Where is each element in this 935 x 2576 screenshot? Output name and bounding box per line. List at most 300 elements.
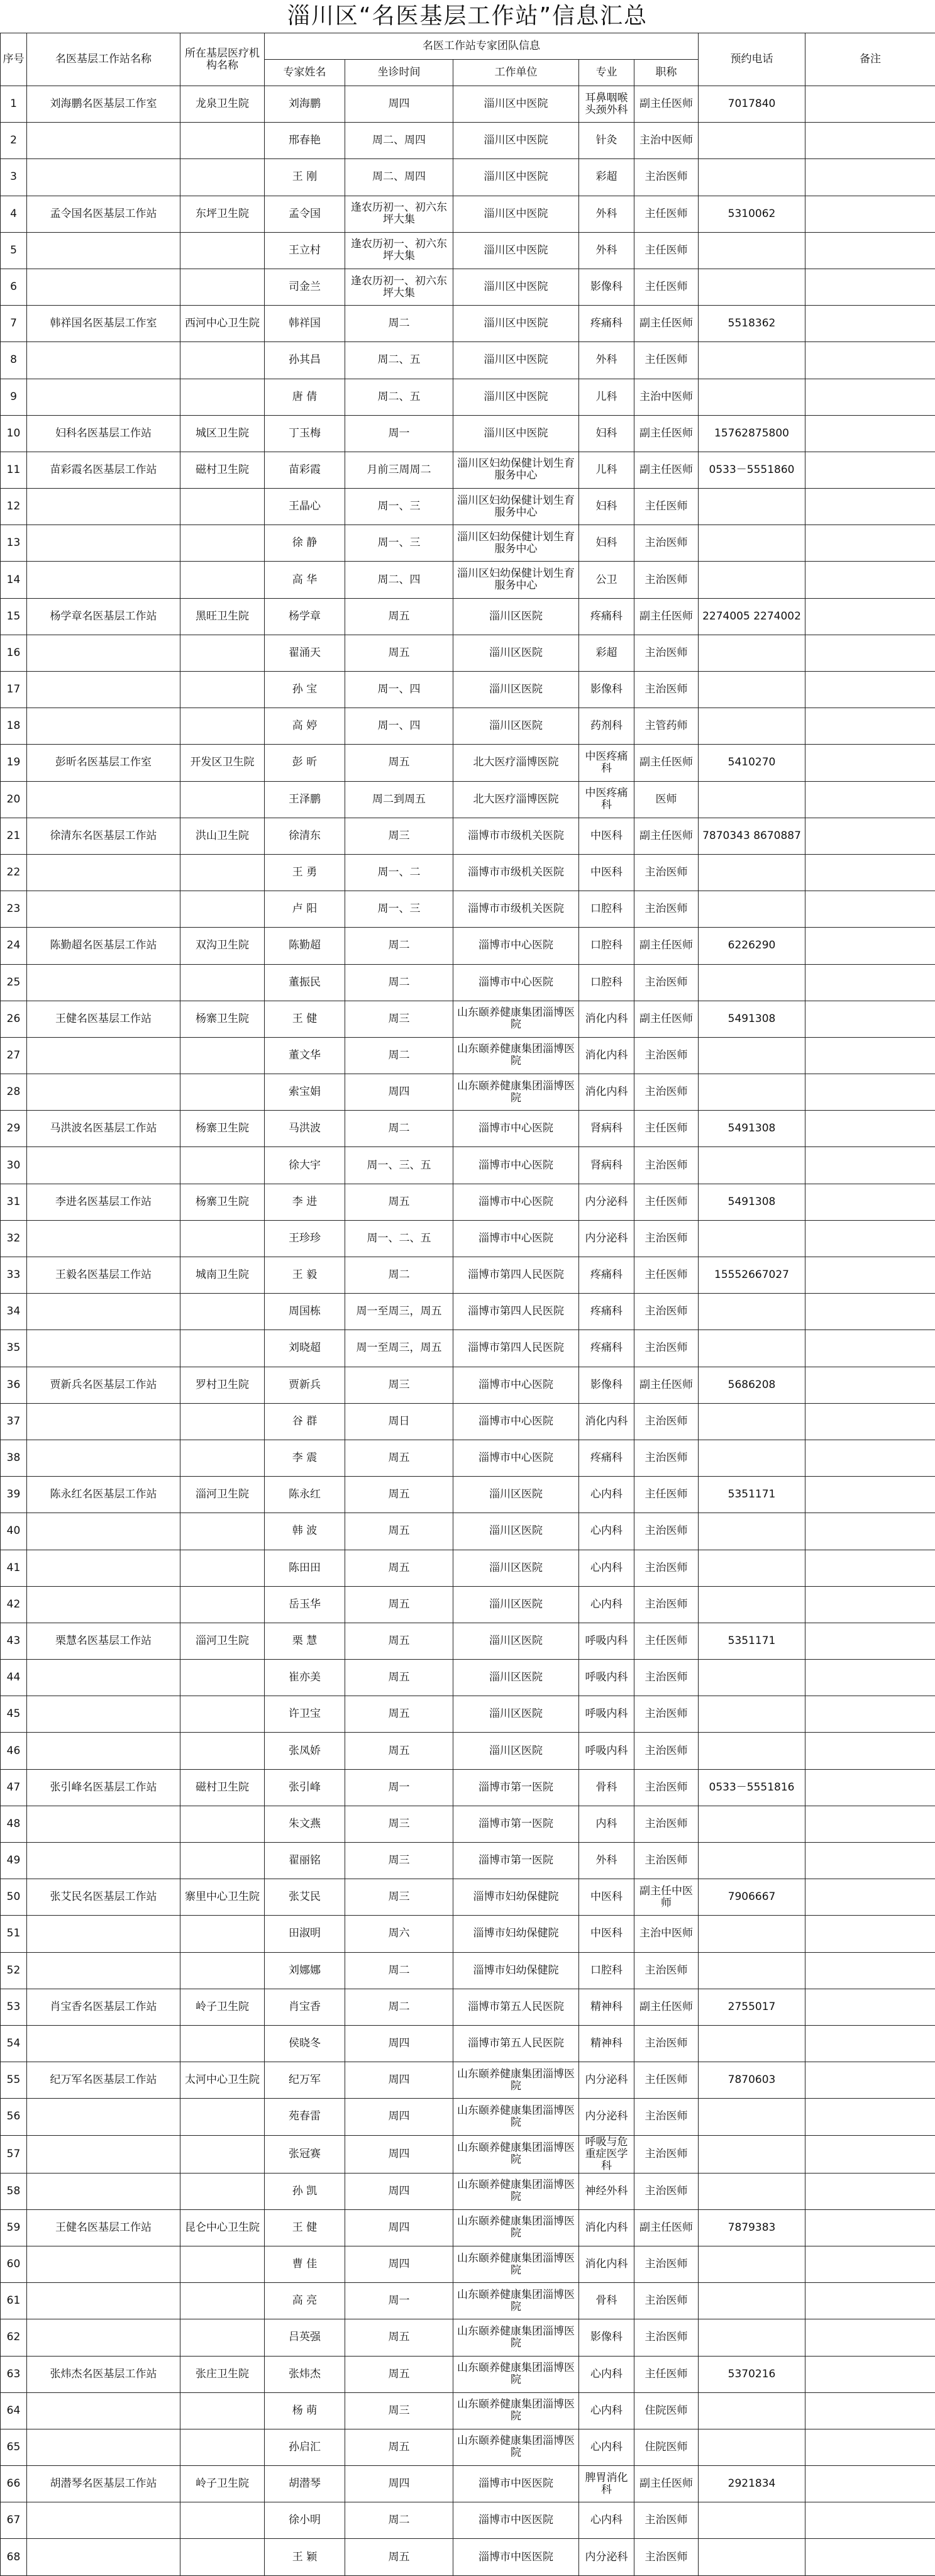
cell-expert: 孙 凯 [265,2173,345,2209]
table-row [1,1843,935,1879]
cell-phone [699,379,805,415]
cell-org: 磁村卫生院 [180,452,265,488]
cell-org [180,2246,265,2282]
cell-org [180,2319,265,2356]
cell-time: 周三 [345,2392,453,2429]
cell-station: 陈永红名医基层工作站 [27,1477,180,1513]
cell-unit: 淄博市市级机关医院 [453,818,579,854]
cell-dept: 精神科 [579,2025,634,2062]
cell-note [805,86,935,123]
cell-note [805,2466,935,2502]
cell-org: 杨寨卫生院 [180,1184,265,1220]
cell-station [27,2319,180,2356]
cell-station [27,1513,180,1550]
cell-station [27,1294,180,1330]
cell-phone [699,1440,805,1476]
table-row [1,635,935,671]
header-time: 坐诊时间 [345,60,453,86]
cell-seq: 38 [1,1440,27,1476]
cell-note [805,1440,935,1476]
cell-note [805,2356,935,2392]
table-row [1,2539,935,2576]
cell-dept: 公卫 [579,562,634,598]
cell-unit: 山东颐养健康集团淄博医院 [453,2283,579,2319]
cell-unit: 淄博市市级机关医院 [453,891,579,928]
cell-note [805,2392,935,2429]
cell-unit: 淄博市市级机关医院 [453,854,579,891]
cell-expert: 董文华 [265,1037,345,1074]
cell-expert: 高 华 [265,562,345,598]
cell-unit: 淄博市第四人民医院 [453,1330,579,1367]
cell-phone [699,891,805,928]
table-row [1,1696,935,1733]
cell-dept: 心内科 [579,1513,634,1550]
cell-seq: 34 [1,1294,27,1330]
cell-unit: 山东颐养健康集团淄博医院 [453,2246,579,2282]
cell-note [805,2209,935,2246]
cell-expert: 栗 慧 [265,1623,345,1659]
cell-seq: 6 [1,269,27,305]
cell-note [805,1257,935,1294]
cell-dept: 内分泌科 [579,2062,634,2099]
table-row [1,1989,935,2025]
cell-expert: 王晶心 [265,489,345,525]
cell-org [180,379,265,415]
cell-station [27,1916,180,1952]
cell-dept: 肾病科 [579,1111,634,1147]
cell-phone: 7870343 8670887 [699,818,805,854]
cell-phone [699,781,805,818]
cell-seq: 36 [1,1367,27,1403]
cell-note [805,1586,935,1623]
cell-expert: 马洪波 [265,1111,345,1147]
cell-phone [699,1403,805,1440]
cell-station [27,2246,180,2282]
cell-note [805,891,935,928]
cell-expert: 王 健 [265,1001,345,1037]
cell-expert: 陈勤超 [265,928,345,964]
cell-dept: 消化内科 [579,1037,634,1074]
cell-seq: 56 [1,2099,27,2135]
cell-time: 周六 [345,1916,453,1952]
cell-title: 主治医师 [634,1952,699,1989]
cell-seq: 41 [1,1550,27,1586]
cell-expert: 贾新兵 [265,1367,345,1403]
cell-seq: 64 [1,2392,27,2429]
cell-station [27,891,180,928]
table-row [1,2099,935,2135]
cell-unit: 淄博市第四人民医院 [453,1294,579,1330]
cell-unit: 北大医疗淄博医院 [453,745,579,781]
cell-expert: 彭 昕 [265,745,345,781]
cell-expert: 胡潜琴 [265,2466,345,2502]
cell-note [805,928,935,964]
cell-time: 周五 [345,1586,453,1623]
cell-expert: 高 亮 [265,2283,345,2319]
cell-time: 周二 [345,306,453,342]
cell-seq: 10 [1,415,27,452]
cell-org [180,1806,265,1842]
cell-unit: 淄川区医院 [453,1477,579,1513]
cell-dept: 消化内科 [579,1001,634,1037]
table-row [1,1623,935,1659]
cell-expert: 孙 宝 [265,672,345,708]
cell-phone [699,1513,805,1550]
table-row [1,306,935,342]
cell-phone: 5491308 [699,1001,805,1037]
cell-station: 栗慧名医基层工作站 [27,1623,180,1659]
cell-unit: 淄博市中心医院 [453,1184,579,1220]
cell-expert: 王珍珍 [265,1220,345,1257]
cell-phone [699,1330,805,1367]
cell-unit: 淄川区中医院 [453,123,579,159]
cell-dept: 外科 [579,342,634,379]
cell-station [27,123,180,159]
cell-phone [699,1806,805,1842]
table-row [1,1001,935,1037]
cell-title: 主治医师 [634,1843,699,1879]
cell-note [805,1843,935,1879]
table-row [1,379,935,415]
cell-note [805,232,935,269]
cell-station: 徐清东名医基层工作站 [27,818,180,854]
cell-time: 周五 [345,745,453,781]
cell-dept: 妇科 [579,525,634,562]
cell-expert: 张引峰 [265,1769,345,1806]
cell-dept: 心内科 [579,1586,634,1623]
cell-title: 主治医师 [634,1037,699,1074]
cell-phone [699,1660,805,1696]
cell-phone [699,2173,805,2209]
cell-note [805,1696,935,1733]
cell-expert: 张凤娇 [265,1733,345,1769]
cell-dept: 中医疼痛科 [579,745,634,781]
cell-expert: 李 震 [265,1440,345,1476]
cell-time: 周一至周三，周五 [345,1294,453,1330]
cell-station [27,1220,180,1257]
table-row [1,1111,935,1147]
cell-title: 副主任医师 [634,745,699,781]
cell-phone [699,1586,805,1623]
cell-dept: 内分泌科 [579,1184,634,1220]
cell-dept: 呼吸内科 [579,1623,634,1659]
cell-dept: 儿科 [579,379,634,415]
cell-title: 主任医师 [634,1623,699,1659]
cell-station [27,635,180,671]
cell-org: 磁村卫生院 [180,1769,265,1806]
cell-time: 周一、二、五 [345,1220,453,1257]
cell-time: 周二 [345,1037,453,1074]
cell-expert: 陈永红 [265,1477,345,1513]
cell-title: 副主任医师 [634,2466,699,2502]
cell-org: 西河中心卫生院 [180,306,265,342]
cell-seq: 7 [1,306,27,342]
cell-dept: 影像科 [579,2319,634,2356]
cell-unit: 淄川区医院 [453,1513,579,1550]
cell-unit: 淄博市中心医院 [453,964,579,1001]
cell-unit: 淄川区医院 [453,1550,579,1586]
cell-time: 周五 [345,1477,453,1513]
cell-note [805,2502,935,2539]
cell-unit: 淄博市中医医院 [453,2539,579,2576]
cell-note [805,379,935,415]
cell-unit: 山东颐养健康集团淄博医院 [453,2429,579,2465]
cell-phone [699,1294,805,1330]
cell-seq: 22 [1,854,27,891]
cell-org: 城南卫生院 [180,1257,265,1294]
cell-time: 周五 [345,2539,453,2576]
cell-seq: 33 [1,1257,27,1294]
table-row [1,415,935,452]
cell-seq: 53 [1,1989,27,2025]
cell-unit: 淄博市中心医院 [453,1220,579,1257]
cell-seq: 19 [1,745,27,781]
cell-phone [699,708,805,745]
table-row [1,1879,935,1916]
cell-dept: 外科 [579,196,634,232]
cell-station [27,2135,180,2173]
cell-expert: 肖宝香 [265,1989,345,2025]
cell-org [180,1513,265,1550]
cell-dept: 呼吸与危重症医学科 [579,2135,634,2173]
cell-phone: 5351171 [699,1477,805,1513]
cell-time: 周五 [345,1184,453,1220]
cell-note [805,123,935,159]
cell-expert: 徐清东 [265,818,345,854]
cell-station [27,964,180,1001]
cell-station [27,1037,180,1074]
cell-time: 周一、三、五 [345,1147,453,1184]
cell-dept: 疼痛科 [579,1440,634,1476]
table-row [1,598,935,635]
table-row [1,86,935,123]
cell-time: 周四 [345,2062,453,2099]
cell-seq: 27 [1,1037,27,1074]
cell-phone [699,2539,805,2576]
cell-seq: 29 [1,1111,27,1147]
cell-time: 周四 [345,2209,453,2246]
cell-unit: 山东颐养健康集团淄博医院 [453,2319,579,2356]
cell-org [180,159,265,196]
cell-station [27,2283,180,2319]
table-row [1,781,935,818]
cell-station [27,379,180,415]
cell-seq: 1 [1,86,27,123]
table-row [1,1147,935,1184]
cell-seq: 16 [1,635,27,671]
cell-phone [699,1843,805,1879]
cell-unit: 淄川区医院 [453,1696,579,1733]
cell-expert: 侯晓冬 [265,2025,345,2062]
cell-station: 王健名医基层工作站 [27,1001,180,1037]
cell-time: 周四 [345,2466,453,2502]
header-phone: 预约电话 [699,33,805,86]
table-row [1,891,935,928]
table-row [1,854,935,891]
cell-phone: 5518362 [699,306,805,342]
cell-expert: 卢 阳 [265,891,345,928]
cell-station: 刘海鹏名医基层工作室 [27,86,180,123]
cell-note [805,1184,935,1220]
cell-expert: 索宝娟 [265,1074,345,1111]
cell-org [180,525,265,562]
cell-dept: 疼痛科 [579,1330,634,1367]
cell-expert: 翟涌天 [265,635,345,671]
cell-note [805,1513,935,1550]
cell-time: 周五 [345,635,453,671]
cell-time: 周四 [345,2173,453,2209]
cell-unit: 淄博市妇幼保健院 [453,1916,579,1952]
cell-unit: 淄博市中心医院 [453,1440,579,1476]
cell-org [180,269,265,305]
cell-time: 周二、五 [345,342,453,379]
cell-station: 彭昕名医基层工作室 [27,745,180,781]
cell-time: 周二、周四 [345,159,453,196]
cell-station [27,1440,180,1476]
cell-seq: 45 [1,1696,27,1733]
cell-seq: 13 [1,525,27,562]
cell-unit: 淄川区医院 [453,708,579,745]
header-seq: 序号 [1,33,27,86]
table-row [1,1367,935,1403]
cell-title: 副主任医师 [634,818,699,854]
cell-expert: 王泽鹏 [265,781,345,818]
header-dept: 专业 [579,60,634,86]
cell-seq: 4 [1,196,27,232]
cell-time: 周三 [345,818,453,854]
cell-dept: 心内科 [579,2429,634,2465]
cell-station [27,1806,180,1842]
cell-title: 主治医师 [634,1330,699,1367]
cell-org [180,635,265,671]
cell-title: 主任医师 [634,269,699,305]
cell-seq: 46 [1,1733,27,1769]
table-row [1,964,935,1001]
cell-note [805,1879,935,1916]
cell-org [180,1696,265,1733]
cell-dept: 内分泌科 [579,2099,634,2135]
cell-phone [699,854,805,891]
cell-seq: 20 [1,781,27,818]
cell-station [27,2429,180,2465]
cell-title: 副主任医师 [634,2209,699,2246]
cell-title: 主治医师 [634,854,699,891]
cell-unit: 淄川区中医院 [453,379,579,415]
cell-phone [699,2025,805,2062]
cell-station [27,1330,180,1367]
cell-time: 周一、三 [345,525,453,562]
cell-phone [699,1147,805,1184]
cell-time: 逢农历初一、初六东坪大集 [345,232,453,269]
cell-station [27,1147,180,1184]
cell-phone [699,1037,805,1074]
cell-org: 开发区卫生院 [180,745,265,781]
table-row [1,1733,935,1769]
cell-phone [699,2246,805,2282]
cell-note [805,1550,935,1586]
cell-title: 主任医师 [634,1111,699,1147]
cell-phone: 15762875800 [699,415,805,452]
cell-phone: 5351171 [699,1623,805,1659]
cell-time: 周二 [345,928,453,964]
cell-phone: 5491308 [699,1111,805,1147]
cell-dept: 骨科 [579,2283,634,2319]
cell-seq: 51 [1,1916,27,1952]
cell-unit: 山东颐养健康集团淄博医院 [453,1074,579,1111]
cell-title: 主治医师 [634,1550,699,1586]
cell-unit: 淄川区妇幼保健计划生育服务中心 [453,489,579,525]
cell-expert: 徐小明 [265,2502,345,2539]
cell-title: 主管药师 [634,708,699,745]
cell-station [27,1586,180,1623]
cell-station: 苗彩霞名医基层工作站 [27,452,180,488]
cell-time: 周四 [345,2135,453,2173]
cell-time: 周一、三 [345,891,453,928]
table-row [1,928,935,964]
cell-seq: 31 [1,1184,27,1220]
cell-time: 周五 [345,1660,453,1696]
station-table [0,33,935,2576]
cell-phone: 5410270 [699,745,805,781]
cell-dept: 口腔科 [579,964,634,1001]
table-row [1,2429,935,2465]
cell-expert: 王 勇 [265,854,345,891]
cell-seq: 49 [1,1843,27,1879]
cell-unit: 淄川区医院 [453,1733,579,1769]
cell-note [805,2025,935,2062]
cell-org [180,562,265,598]
cell-org [180,781,265,818]
cell-time: 周四 [345,2099,453,2135]
cell-time: 周二 [345,1257,453,1294]
cell-unit: 淄川区妇幼保健计划生育服务中心 [453,452,579,488]
cell-note [805,1294,935,1330]
cell-station [27,2392,180,2429]
cell-expert: 李 进 [265,1184,345,1220]
cell-phone [699,342,805,379]
cell-org [180,1660,265,1696]
cell-unit: 山东颐养健康集团淄博医院 [453,2173,579,2209]
cell-seq: 2 [1,123,27,159]
cell-title: 主任医师 [634,2062,699,2099]
cell-station: 王健名医基层工作站 [27,2209,180,2246]
cell-seq: 8 [1,342,27,379]
cell-title: 主治医师 [634,159,699,196]
cell-dept: 外科 [579,1843,634,1879]
cell-note [805,452,935,488]
cell-expert: 王 毅 [265,1257,345,1294]
cell-expert: 徐大宇 [265,1147,345,1184]
cell-note [805,1916,935,1952]
cell-org [180,964,265,1001]
table-row [1,342,935,379]
cell-station [27,781,180,818]
cell-unit: 淄博市第一医院 [453,1806,579,1842]
cell-time: 周四 [345,2025,453,2062]
cell-time: 周五 [345,2356,453,2392]
cell-phone [699,2319,805,2356]
cell-title: 主治医师 [634,1074,699,1111]
cell-title: 主治医师 [634,1440,699,1476]
cell-org: 昆仑中心卫生院 [180,2209,265,2246]
cell-org [180,708,265,745]
cell-dept: 消化内科 [579,2209,634,2246]
cell-seq: 25 [1,964,27,1001]
cell-title: 主治医师 [634,635,699,671]
cell-unit: 淄川区中医院 [453,415,579,452]
cell-expert: 曹 佳 [265,2246,345,2282]
table-row [1,1477,935,1513]
